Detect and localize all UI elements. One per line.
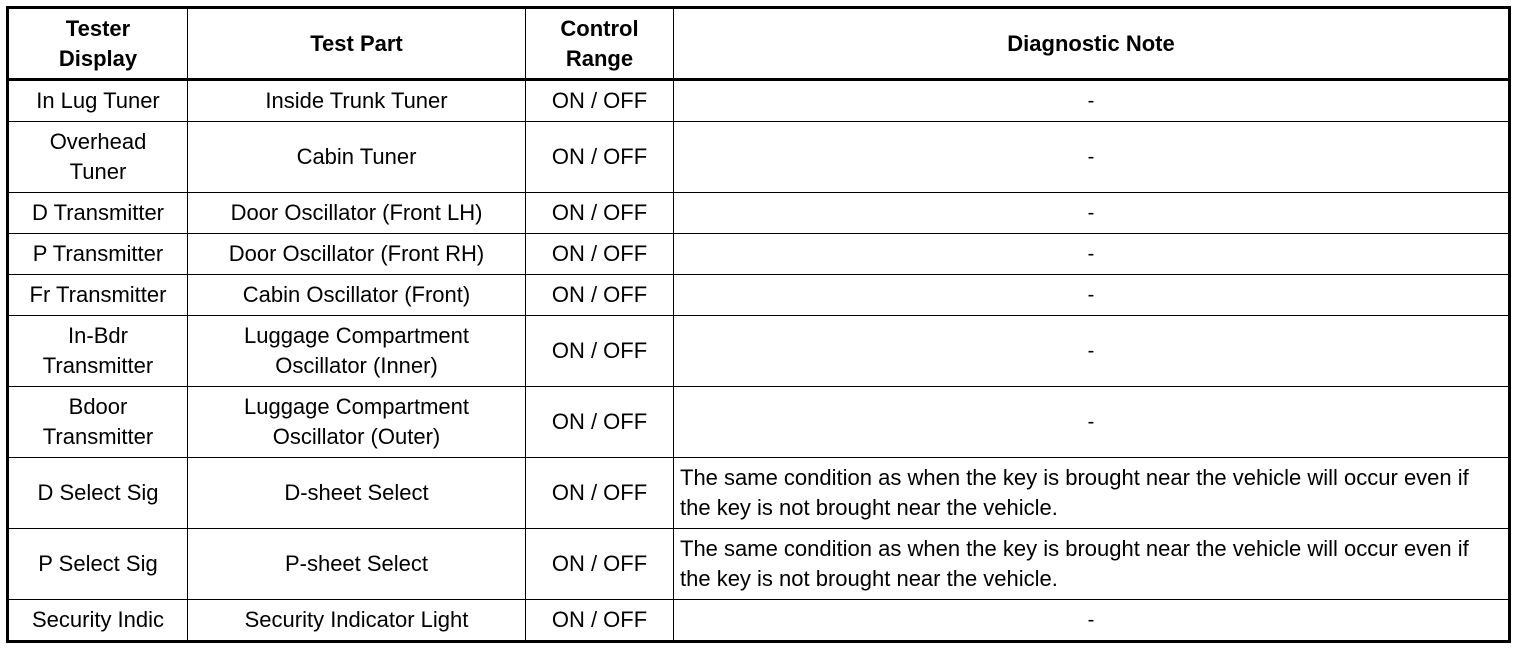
cell-test-part-line: Door Oscillator (Front RH) (228, 241, 485, 266)
cell-tester-display-line: P Select Sig (38, 551, 158, 576)
cell-tester-display-line: D Transmitter (31, 200, 165, 225)
table-body (8, 80, 1510, 642)
cell-test-part-line: D-sheet Select (284, 480, 429, 505)
cell-diagnostic-note: - (674, 387, 1510, 458)
cell-test-part-line: Cabin Tuner (296, 144, 417, 169)
cell-tester-display (8, 80, 188, 122)
cell-test-part-line: Luggage Compartment (243, 323, 470, 348)
header-test-part: Test Part (188, 8, 526, 80)
table-header (8, 8, 1510, 80)
cell-diagnostic-note: - (674, 316, 1510, 387)
cell-tester-display-line: Transmitter (42, 353, 154, 378)
table-row (8, 458, 1510, 529)
table-row (8, 234, 1510, 275)
table-row (8, 275, 1510, 316)
cell-diagnostic-note: - (674, 122, 1510, 193)
cell-test-part-line: Oscillator (Inner) (275, 353, 438, 378)
cell-tester-display-line: Tuner (69, 159, 127, 184)
header-tester-display-line-1: Tester (65, 15, 131, 41)
table-row (8, 387, 1510, 458)
cell-control-range: ON / OFF (526, 529, 674, 600)
table-row (8, 600, 1510, 642)
cell-tester-display-line: In-Bdr (68, 323, 128, 348)
cell-tester-display (8, 193, 188, 234)
table-row (8, 316, 1510, 387)
cell-tester-display-line: D Select Sig (37, 480, 159, 505)
cell-diagnostic-note: The same condition as when the key is brought near the vehicle will occur even if the key is not brought near the vehicle. (674, 529, 1510, 600)
cell-test-part (188, 387, 526, 458)
cell-control-range: ON / OFF (526, 193, 674, 234)
cell-test-part-line: Security Indicator Light (244, 607, 469, 632)
cell-tester-display (8, 234, 188, 275)
cell-control-range: ON / OFF (526, 387, 674, 458)
cell-tester-display-line: Transmitter (42, 424, 154, 449)
cell-tester-display (8, 316, 188, 387)
cell-test-part (188, 529, 526, 600)
cell-test-part-line: P-sheet Select (284, 551, 429, 576)
cell-test-part (188, 316, 526, 387)
cell-control-range: ON / OFF (526, 600, 674, 642)
cell-tester-display-line: Fr Transmitter (29, 282, 167, 307)
header-control-range-line-1: Control (560, 15, 639, 41)
cell-diagnostic-note: - (674, 193, 1510, 234)
active-test-table (6, 6, 1511, 643)
cell-test-part (188, 122, 526, 193)
active-test-table-container (6, 6, 1508, 643)
cell-tester-display-line: In Lug Tuner (36, 88, 160, 113)
header-diagnostic-note: Diagnostic Note (674, 8, 1510, 80)
cell-test-part (188, 234, 526, 275)
cell-control-range: ON / OFF (526, 122, 674, 193)
table-row (8, 193, 1510, 234)
cell-test-part-line: Luggage Compartment (243, 394, 470, 419)
table-row (8, 122, 1510, 193)
cell-tester-display (8, 275, 188, 316)
cell-diagnostic-note: - (674, 234, 1510, 275)
cell-tester-display (8, 122, 188, 193)
cell-test-part (188, 275, 526, 316)
cell-tester-display-line: P Transmitter (32, 241, 164, 266)
cell-test-part (188, 80, 526, 122)
table-row (8, 529, 1510, 600)
cell-test-part (188, 600, 526, 642)
cell-tester-display-line: Bdoor (68, 394, 128, 419)
cell-control-range: ON / OFF (526, 234, 674, 275)
cell-control-range: ON / OFF (526, 458, 674, 529)
header-control-range (526, 8, 674, 80)
cell-diagnostic-note: - (674, 600, 1510, 642)
cell-tester-display-line: Security Indic (31, 607, 165, 632)
cell-test-part (188, 458, 526, 529)
cell-test-part-line: Inside Trunk Tuner (265, 88, 448, 113)
cell-tester-display (8, 387, 188, 458)
cell-control-range: ON / OFF (526, 80, 674, 122)
cell-control-range: ON / OFF (526, 275, 674, 316)
header-control-range-line-2: Range (565, 45, 634, 71)
cell-test-part (188, 193, 526, 234)
table-row (8, 80, 1510, 122)
cell-tester-display (8, 529, 188, 600)
cell-tester-display-line: Overhead (49, 129, 147, 154)
cell-diagnostic-note: - (674, 80, 1510, 122)
header-row (8, 8, 1510, 80)
cell-control-range: ON / OFF (526, 316, 674, 387)
cell-test-part-line: Door Oscillator (Front LH) (230, 200, 483, 225)
cell-diagnostic-note: - (674, 275, 1510, 316)
cell-tester-display (8, 600, 188, 642)
cell-test-part-line: Cabin Oscillator (Front) (242, 282, 471, 307)
cell-diagnostic-note: The same condition as when the key is brought near the vehicle will occur even if the key is not brought near the vehicle. (674, 458, 1510, 529)
cell-tester-display (8, 458, 188, 529)
cell-test-part-line: Oscillator (Outer) (272, 424, 441, 449)
header-tester-display (8, 8, 188, 80)
header-tester-display-line-2: Display (58, 45, 138, 71)
